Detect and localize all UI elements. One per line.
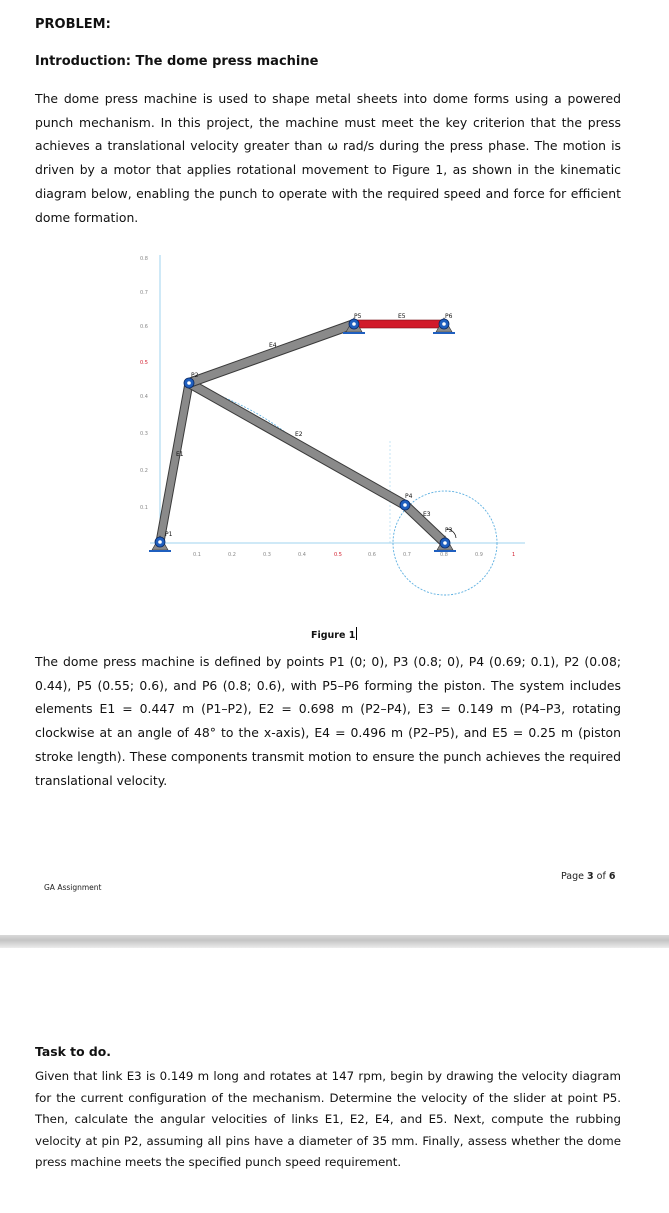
piston-e5 — [354, 320, 444, 328]
x-tick-label: 1 — [512, 552, 516, 558]
joint-p5-center — [352, 322, 356, 326]
intro-paragraph: The dome press machine is used to shape metal sheets into dome forms using a powered punch mechanism. In this project, the machine must meet the key criterion that the press achieves a translational velocity greater than ω rad/s during the press phase. The motion is driven by a motor that applies rotational movement to Figure 1, as shown in the kinematic diagram below, enabling the punch to operate with the required speed and force for efficient dome formation. — [35, 91, 621, 225]
y-tick-label: 0.5 — [140, 360, 148, 366]
figure-caption — [311, 627, 357, 641]
x-tick-label: 0.1 — [193, 552, 201, 558]
task-paragraph: Given that link E3 is 0.149 m long and rotates at 147 rpm, begin by drawing the velocity diagram for the current configuration of the mechanism. Determine the velocity of the slider at point P5. Then, calculate the angular velocities of links E1, E2, E4, and E5. Next, compute the rubbing velocity at pin P2, assuming all pins have a diameter of 35 mm. Finally, assess whether the dome press machine meets the specified punch speed requirement. — [35, 1069, 621, 1169]
y-tick-label: 0.1 — [140, 505, 148, 511]
x-tick-label: 0.6 — [368, 552, 376, 558]
label-e1: E1 — [176, 451, 184, 458]
label-p4: P4 — [405, 493, 413, 500]
description-paragraph: The dome press machine is defined by points P1 (0; 0), P3 (0.8; 0), P4 (0.69; 0.1), P2 (0.08; 0.44), P5 (0.55; 0.6), and P6 (0.8; 0.6), with P5–P6 forming the piston. The system includes elements E1 = 0.447 m (P1–P2), E2 = 0.698 m (P2–P4), E3 = 0.149 m (P4–P3, rotating clockwise at an angle of 48° to the x-axis), E4 = 0.496 m (P2–P5), and E5 = 0.25 m (piston stroke length). These components transmit motion to ensure the punch achieves the required translational velocity. — [35, 654, 621, 788]
intro-heading: Introduction: The dome press machine — [35, 54, 319, 69]
label-p3: P3 — [445, 527, 453, 534]
joint-p4-center — [403, 503, 407, 507]
x-tick-label: 0.2 — [228, 552, 236, 558]
y-tick-label: 0.3 — [140, 431, 148, 437]
link-e1 — [160, 383, 189, 542]
link-e4 — [189, 324, 354, 383]
label-p5: P5 — [354, 313, 362, 320]
joint-p6-center — [442, 322, 446, 326]
label-e4: E4 — [269, 342, 277, 349]
page-mid: of — [593, 871, 609, 882]
y-tick-label: 0.4 — [140, 394, 148, 400]
y-tick-labels — [140, 256, 148, 511]
label-e2: E2 — [295, 431, 303, 438]
page-prefix: Page — [561, 871, 588, 882]
x-tick-label: 0.7 — [403, 552, 411, 558]
label-p6: P6 — [445, 313, 453, 320]
x-tick-labels — [193, 552, 515, 558]
x-tick-label: 0.5 — [334, 552, 342, 558]
page-separator — [0, 935, 669, 948]
footer-assignment-label: GA Assignment — [44, 883, 102, 892]
joint-p1-center — [158, 540, 162, 544]
label-e3: E3 — [423, 511, 431, 518]
y-tick-label: 0.8 — [140, 256, 148, 262]
joint-p2-center — [187, 381, 191, 385]
y-tick-label: 0.6 — [140, 324, 148, 330]
x-tick-label: 0.9 — [475, 552, 483, 558]
x-tick-label: 0.8 — [440, 552, 448, 558]
y-tick-label: 0.7 — [140, 290, 148, 296]
kinematic-diagram — [0, 240, 669, 620]
problem-heading: PROBLEM: — [35, 17, 111, 32]
footer-page-number — [561, 871, 615, 882]
x-tick-label: 0.3 — [263, 552, 271, 558]
text-cursor — [356, 627, 357, 640]
y-tick-label: 0.2 — [140, 468, 148, 474]
x-tick-label: 0.4 — [298, 552, 306, 558]
page-total: 6 — [608, 871, 616, 882]
label-p2: P2 — [191, 372, 199, 379]
task-heading: Task to do. — [35, 1044, 111, 1059]
joint-p3-center — [443, 541, 447, 545]
label-p1: P1 — [165, 531, 173, 538]
page-current: 3 — [587, 871, 594, 882]
kinematic-diagram-svg — [0, 240, 669, 620]
link-e2 — [189, 383, 405, 505]
label-e5: E5 — [398, 313, 406, 320]
figure-caption-text: Figure 1 — [311, 630, 356, 641]
